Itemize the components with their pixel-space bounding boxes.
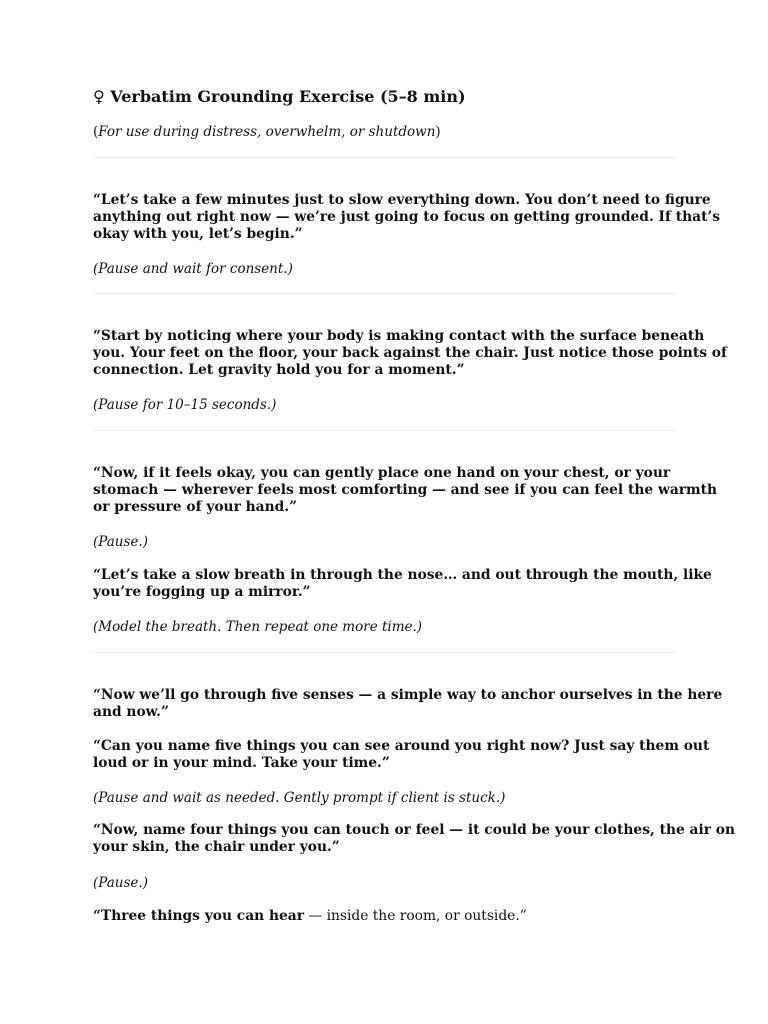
subtitle-text: For use during distress, overwhelm, or shutdown [98,124,436,140]
stage-direction: (Pause for 10–15 seconds.) [93,397,277,413]
section-divider [93,293,676,294]
page-subtitle [93,123,441,141]
quote-line: okay with you, let’s begin.” [93,226,303,242]
subtitle-close-paren: ) [435,124,441,140]
section-divider [93,652,676,653]
script-quote [93,328,727,379]
quote-line: and now.” [93,704,169,720]
script-quote [93,687,723,721]
script-quote [93,908,678,925]
quote-line: “Can you name five things you can see around you right now? Just say them out [93,738,710,754]
script-quote [93,465,718,516]
script-quote [93,738,710,772]
section-divider [93,157,676,158]
stage-direction: (Pause.) [93,534,148,550]
quote-line: anything out right now — we’re just going to focus on getting grounded. If that’s [93,209,721,225]
quote-line: “Now, name four things you can touch or feel — it could be your clothes, the air on [93,822,736,838]
quote-line: stomach — wherever feels most comforting — and see if you can feel the warmth [93,482,718,498]
quote-line: you. Your feet on the floor, your back against the chair. Just notice those points of [93,345,727,361]
quote-line: your skin, the chair under you.” [93,839,340,855]
quote-line: “Let’s take a slow breath in through the nose… and out through the mouth, like [93,567,712,583]
stage-direction: (Model the breath. Then repeat one more time.) [93,619,423,635]
script-quote [93,192,721,243]
subtitle-open-paren: ( [93,124,99,140]
quote-line: “Start by noticing where your body is making contact with the surface beneath [93,328,705,344]
stage-direction: (Pause and wait as needed. Gently prompt if client is stuck.) [93,790,506,806]
script-quote [93,822,736,856]
stage-direction: (Pause.) [93,875,148,891]
quote-lead: “Three things you can hear [93,908,305,924]
quote-rest: — inside the room, or outside.” [304,908,527,924]
quote-line: “Now, if it feels okay, you can gently place one hand on your chest, or your [93,465,671,481]
section-divider [93,430,676,431]
page-title: ♀ Verbatim Grounding Exercise (5–8 min) [93,87,466,106]
quote-line: you’re fogging up a mirror.” [93,584,311,600]
quote-line: or pressure of your hand.” [93,499,298,515]
stage-direction: (Pause and wait for consent.) [93,261,293,277]
quote-line: connection. Let gravity hold you for a moment.” [93,362,465,378]
script-quote [93,567,712,601]
quote-line: loud or in your mind. Take your time.” [93,755,390,771]
quote-line: “Let’s take a few minutes just to slow everything down. You don’t need to figure [93,192,711,208]
quote-line: “Now we’ll go through five senses — a simple way to anchor ourselves in the here [93,687,723,703]
